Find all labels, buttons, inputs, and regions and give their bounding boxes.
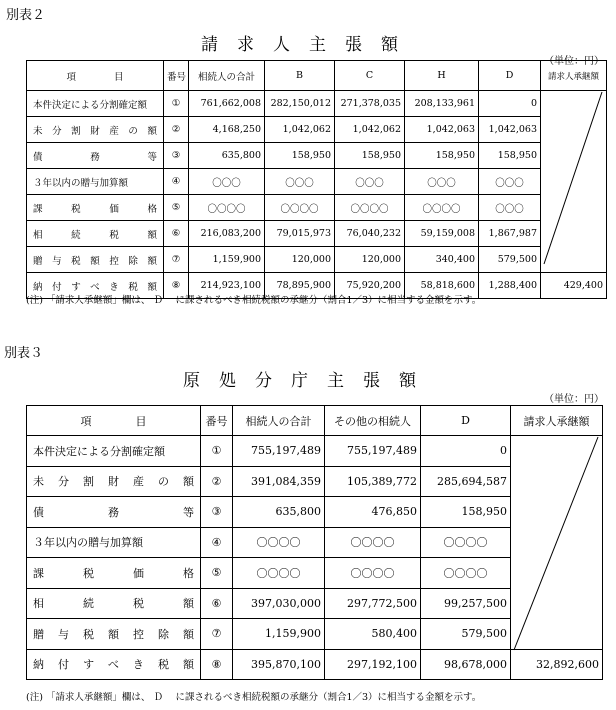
header-d: D <box>421 406 511 436</box>
table-header-row <box>27 61 607 91</box>
row-other: 105,389,772 <box>325 466 421 497</box>
row-total: 〇〇〇〇 <box>233 558 325 589</box>
row-b: 78,895,900 <box>265 273 335 299</box>
row-d: 99,257,500 <box>421 588 511 619</box>
row-total: 755,197,489 <box>233 436 325 467</box>
header-item: 項 目 <box>27 406 201 436</box>
row-other: 755,197,489 <box>325 436 421 467</box>
row-number: ④ <box>201 527 233 558</box>
row-number: ⑧ <box>164 273 189 299</box>
row-d: 158,950 <box>421 497 511 528</box>
row-b: 〇〇〇〇 <box>265 195 335 221</box>
row-item: 債務等 <box>27 497 201 528</box>
header-d: D <box>479 61 541 91</box>
row-number: ⑥ <box>201 588 233 619</box>
row-item: 課税価格 <box>27 558 201 589</box>
row-item: 納付すべき税額 <box>27 649 201 680</box>
row-c: 158,950 <box>335 143 405 169</box>
row-item: 本件決定による分割確定額 <box>27 436 201 467</box>
row-d: 1,042,063 <box>479 117 541 143</box>
row-c: 1,042,062 <box>335 117 405 143</box>
row-item: 債務等 <box>27 143 164 169</box>
header-h: H <box>405 61 479 91</box>
row-other: 〇〇〇〇 <box>325 527 421 558</box>
row-c: 〇〇〇〇 <box>335 195 405 221</box>
row-item: 未分割財産の額 <box>27 466 201 497</box>
row-d: 1,867,987 <box>479 221 541 247</box>
header-number: 番号 <box>164 61 189 91</box>
row-item: 未分割財産の額 <box>27 117 164 143</box>
section-label-table3: 別表３ <box>4 346 44 361</box>
header-other-heirs: その他の相続人 <box>325 406 421 436</box>
row-other: 580,400 <box>325 619 421 650</box>
diagonal-line-table2 <box>540 90 606 266</box>
row-number: ⑥ <box>164 221 189 247</box>
row-other: 297,192,100 <box>325 649 421 680</box>
row-total: 397,030,000 <box>233 588 325 619</box>
table-row <box>27 195 607 221</box>
table-row <box>27 221 607 247</box>
row-h: 1,042,063 <box>405 117 479 143</box>
header-succession: 請求人承継額 <box>511 406 603 436</box>
table-row <box>27 169 607 195</box>
row-c: 76,040,232 <box>335 221 405 247</box>
row-b: 1,042,062 <box>265 117 335 143</box>
row-item: ３年以内の贈与加算額 <box>27 169 164 195</box>
row-total: 1,159,900 <box>189 247 265 273</box>
row-d: 0 <box>479 91 541 117</box>
row-number: ⑤ <box>164 195 189 221</box>
row-d: 〇〇〇〇 <box>421 558 511 589</box>
row-d: 0 <box>421 436 511 467</box>
header-b: B <box>265 61 335 91</box>
header-number: 番号 <box>201 406 233 436</box>
row-number: ⑦ <box>201 619 233 650</box>
row-d: 〇〇〇 <box>479 169 541 195</box>
row-d: 579,500 <box>479 247 541 273</box>
table-header-row <box>27 406 603 436</box>
row-c: 〇〇〇 <box>335 169 405 195</box>
note-table2: (注) 「請求人承継額」欄は、 Ｄ に課されるべき相続税額の承継分（割合1／3）に相当する金額を示す。 <box>26 295 482 306</box>
row-total: 1,159,900 <box>233 619 325 650</box>
row-number: ② <box>164 117 189 143</box>
row-d: 285,694,587 <box>421 466 511 497</box>
row-d: 〇〇〇 <box>479 195 541 221</box>
header-c: C <box>335 61 405 91</box>
row-d: 98,678,000 <box>421 649 511 680</box>
row-total: 761,662,008 <box>189 91 265 117</box>
row-number: ④ <box>164 169 189 195</box>
table-row <box>27 91 607 117</box>
row-h: 59,159,008 <box>405 221 479 247</box>
row-total: 635,800 <box>189 143 265 169</box>
row-item: 課税価格 <box>27 195 164 221</box>
header-total: 相続人の合計 <box>189 61 265 91</box>
row-d: 1,288,400 <box>479 273 541 299</box>
row-b: 282,150,012 <box>265 91 335 117</box>
row-total: 〇〇〇〇 <box>233 527 325 558</box>
row-b: 158,950 <box>265 143 335 169</box>
row-total: 391,084,359 <box>233 466 325 497</box>
row-total: 〇〇〇 <box>189 169 265 195</box>
row-h: 58,818,600 <box>405 273 479 299</box>
row-total: 216,083,200 <box>189 221 265 247</box>
row-h: 208,133,961 <box>405 91 479 117</box>
row-total: 395,870,100 <box>233 649 325 680</box>
row-total: 4,168,250 <box>189 117 265 143</box>
row-b: 79,015,973 <box>265 221 335 247</box>
row-number: ⑧ <box>201 649 233 680</box>
header-total: 相続人の合計 <box>233 406 325 436</box>
row-number: ⑤ <box>201 558 233 589</box>
note-table3: (注) 「請求人承継額」欄は、 Ｄ に課されるべき相続税額の承継分（割合1／3）に相当する金額を示す。 <box>26 692 482 703</box>
row-total: 214,923,100 <box>189 273 265 299</box>
row-h: 340,400 <box>405 247 479 273</box>
row-item: 相続税額 <box>27 588 201 619</box>
row-succession: 32,892,600 <box>511 649 603 680</box>
row-total: 〇〇〇〇 <box>189 195 265 221</box>
claimant-table <box>26 60 607 299</box>
row-h: 158,950 <box>405 143 479 169</box>
row-number: ③ <box>201 497 233 528</box>
header-item: 項 目 <box>27 61 164 91</box>
header-succession: 請求人承継額 <box>541 61 607 91</box>
diagonal-line-table3 <box>510 435 602 652</box>
unit-label-table2: （単位：円） <box>544 56 604 67</box>
row-c: 75,920,200 <box>335 273 405 299</box>
row-item: 贈与税額控除額 <box>27 247 164 273</box>
row-item: 納付すべき税額 <box>27 273 164 299</box>
row-d: 〇〇〇〇 <box>421 527 511 558</box>
row-h: 〇〇〇〇 <box>405 195 479 221</box>
row-number: ① <box>164 91 189 117</box>
table-row <box>27 117 607 143</box>
row-number: ① <box>201 436 233 467</box>
row-item: 贈与税額控除額 <box>27 619 201 650</box>
table-row <box>27 247 607 273</box>
row-item: ３年以内の贈与加算額 <box>27 527 201 558</box>
row-other: 476,850 <box>325 497 421 528</box>
page-title-table3: 原 処 分 庁 主 張 額 <box>183 371 417 391</box>
table-row <box>27 649 603 680</box>
row-h: 〇〇〇 <box>405 169 479 195</box>
row-number: ② <box>201 466 233 497</box>
page-title-table2: 請 求 人 主 張 額 <box>201 35 399 55</box>
row-c: 120,000 <box>335 247 405 273</box>
row-other: 297,772,500 <box>325 588 421 619</box>
row-other: 〇〇〇〇 <box>325 558 421 589</box>
row-b: 120,000 <box>265 247 335 273</box>
row-d: 158,950 <box>479 143 541 169</box>
unit-label-table3: （単位：円） <box>544 394 604 405</box>
row-item: 相続税額 <box>27 221 164 247</box>
row-b: 〇〇〇 <box>265 169 335 195</box>
row-total: 635,800 <box>233 497 325 528</box>
row-c: 271,378,035 <box>335 91 405 117</box>
row-number: ③ <box>164 143 189 169</box>
row-item: 本件決定による分割確定額 <box>27 91 164 117</box>
section-label-table2: 別表２ <box>6 8 46 23</box>
row-d: 579,500 <box>421 619 511 650</box>
row-succession: 429,400 <box>541 273 607 299</box>
table-row <box>27 143 607 169</box>
row-number: ⑦ <box>164 247 189 273</box>
